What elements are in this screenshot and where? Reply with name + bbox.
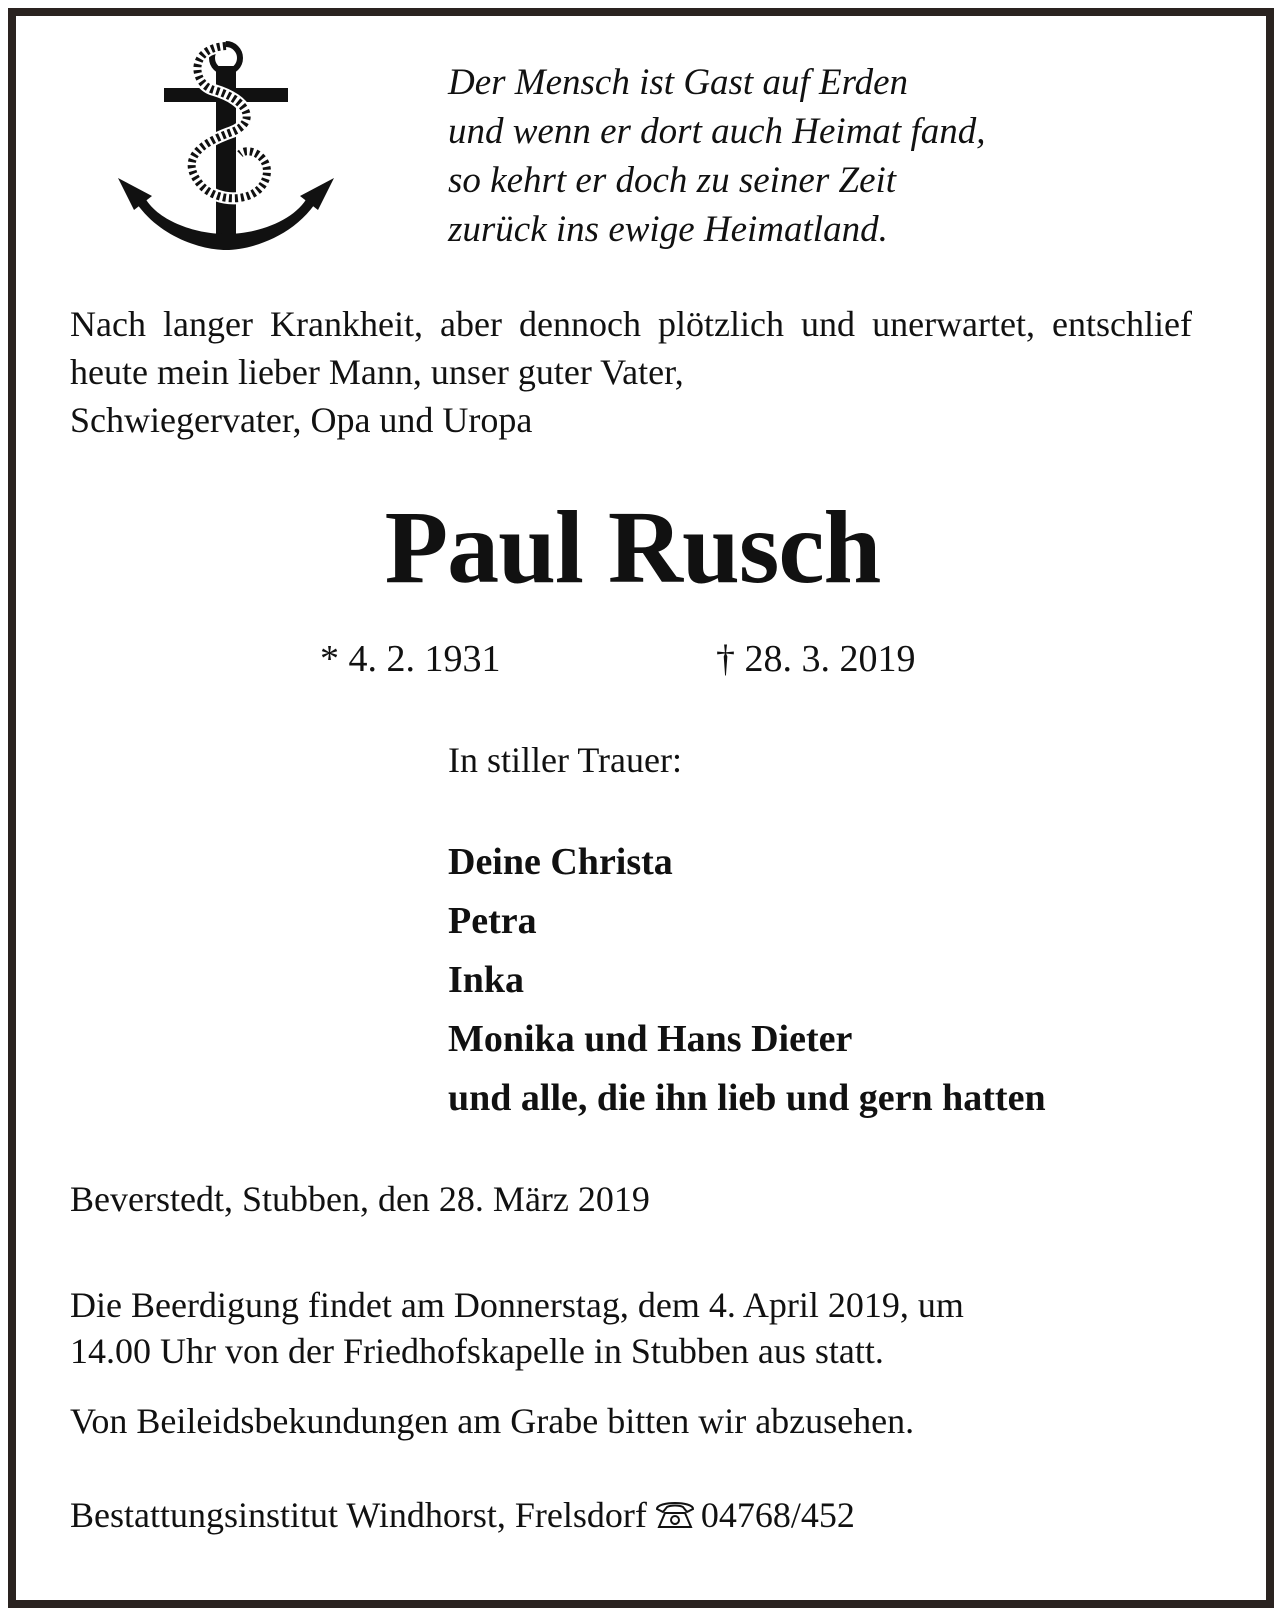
verse-line: Der Mensch ist Gast auf Erden: [448, 62, 909, 103]
verse-line: zurück ins ewige Heimatland.: [448, 209, 888, 250]
death-date: † 28. 3. 2019: [716, 638, 916, 680]
anchor-icon: [108, 28, 338, 258]
undertaker-info: [70, 1492, 855, 1538]
mourner-name: Petra: [448, 900, 537, 942]
mourner-name: Deine Christa: [448, 841, 673, 883]
intro-line-last: Schwiegervater, Opa und Uropa: [70, 400, 533, 440]
mourner-name: Inka: [448, 959, 525, 1001]
phone-icon: [653, 1497, 697, 1531]
undertaker-name: Bestattungsinstitut Windhorst, Frelsdorf: [70, 1495, 647, 1535]
funeral-line-main: Die Beerdigung findet am Donnerstag, dem 4. April 2019, um: [70, 1285, 964, 1325]
deceased-name: Paul Rusch: [384, 490, 881, 605]
verse: [448, 58, 985, 254]
mourner-name: und alle, die ihn lieb und gern hatten: [448, 1077, 1046, 1119]
place-date: Beverstedt, Stubben, den 28. März 2019: [70, 1179, 650, 1219]
intro-text: [70, 300, 1192, 444]
verse-line: so kehrt er doch zu seiner Zeit: [448, 160, 897, 201]
birth-date: * 4. 2. 1931: [320, 638, 501, 680]
mourners-list: [448, 833, 1046, 1128]
intro-line-main: Nach langer Krankheit, aber dennoch plötzlich und unerwartet, entschlief heute mein lieber Mann, unser guter Vater,: [70, 304, 1192, 392]
mourners-title: In stiller Trauer:: [448, 740, 682, 780]
verse-line: und wenn er dort auch Heimat fand,: [448, 111, 986, 152]
funeral-line-last: 14.00 Uhr von der Friedhofskapelle in Stubben aus statt.: [70, 1331, 884, 1371]
funeral-info: [70, 1282, 1192, 1374]
condolence-note: Von Beileidsbekundungen am Grabe bitten wir abzusehen.: [70, 1401, 915, 1441]
undertaker-phone: 04768/452: [700, 1495, 855, 1535]
mourner-name: Monika und Hans Dieter: [448, 1018, 853, 1060]
